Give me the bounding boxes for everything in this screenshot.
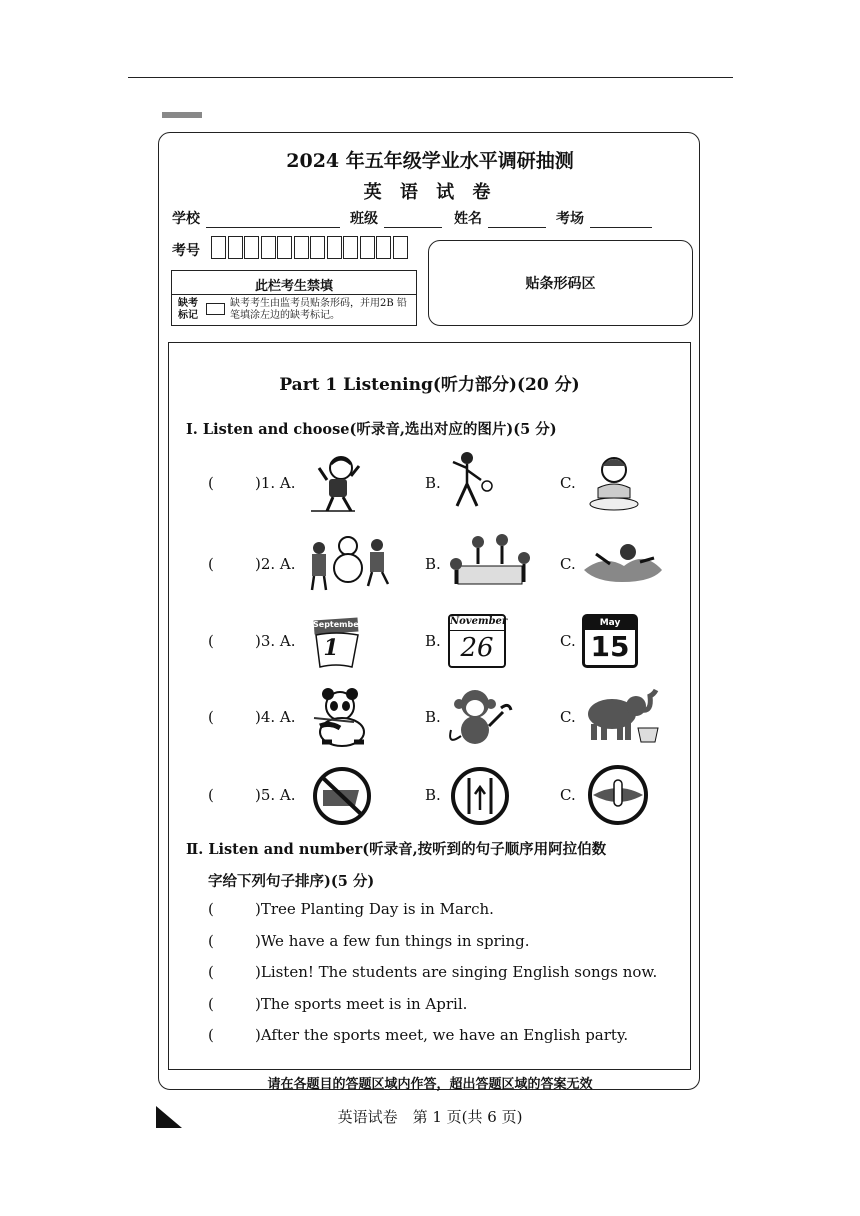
answer-paren[interactable]: ( [208,632,214,650]
answer-paren[interactable]: ( [208,994,214,1013]
calendar-day: 26 [460,633,494,663]
school-label: 学校 [172,211,200,227]
calendar-day: 15 [590,630,630,663]
answer-paren[interactable]: ( [208,931,214,950]
exam-number-box[interactable] [327,236,342,259]
one-way-sign-icon [447,766,513,826]
option-c-label: C. [560,786,576,804]
barcode-label: 贴条形码区 [525,276,596,292]
answer-paren[interactable]: ( [208,555,214,573]
option-c-label: C. [560,632,576,650]
exam-number-box[interactable] [228,236,243,259]
answer-paren[interactable]: ( [208,474,214,492]
answer-paren[interactable]: ( [208,900,214,918]
child-eating-image [588,454,640,512]
option-b-label: B. [425,632,441,650]
exam-number-label: 考号 [172,243,200,259]
sentence-item: )Tree Planting Day is in March. [255,900,494,918]
restricted-title: 此栏考生禁填 [254,279,333,294]
room-field[interactable] [590,213,652,228]
exam-number-boxes[interactable] [211,236,409,259]
corner-tab [162,112,202,118]
option-c-label: C. [560,708,576,726]
sentence-item: )Listen! The students are singing English songs now. [255,963,658,981]
class-field[interactable] [384,213,442,228]
section2-title: Ⅱ. Listen and number(听录音,按听到的句子顺序用阿拉伯数 [186,841,607,858]
question-label: )1. A. [255,474,296,492]
monkey-image [445,686,515,748]
boy-stretching-image [305,452,365,514]
answer-paren[interactable]: ( [208,963,214,981]
exam-number-box[interactable] [376,236,391,259]
restricted-box [171,270,417,326]
room-label: 考场 [556,211,584,227]
snowman-image [306,532,392,594]
option-b-label: B. [425,555,441,573]
picnic-image [444,532,536,592]
answer-paren[interactable]: ( [208,708,214,726]
calendar-month: September [313,620,363,629]
calendar-may-image [582,614,638,668]
option-c-label: C. [560,555,576,573]
school-field[interactable] [206,213,340,228]
exam-number-box[interactable] [393,236,408,259]
swimming-image [580,540,664,586]
answer-warning: 请在各题目的答题区域内作答，超出答题区域的答案无效 [267,1077,593,1092]
name-label: 姓名 [454,211,482,227]
exam-number-box[interactable] [244,236,259,259]
exam-number-box[interactable] [294,236,309,259]
option-b-label: B. [425,708,441,726]
absent-mark-label: 缺考标记 [178,298,198,321]
section2-title-cont: 字给下列句子排序)(5 分) [208,873,375,890]
exam-subtitle: 英 语 试 卷 [363,182,497,203]
calendar-day: 1 [323,635,339,661]
exam-number-box[interactable] [261,236,276,259]
absent-note: 缺考考生由监考员贴条形码，并用2B 铅笔填涂左边的缺考标记。 [230,298,407,321]
calendar-month: November [450,616,504,631]
question-label: )3. A. [255,632,296,650]
barcode-area [428,240,693,326]
absent-mark-checkbox[interactable] [206,303,225,315]
class-label: 班级 [350,211,378,227]
divider [172,294,416,295]
calendar-month: May [585,617,635,630]
quiet-sign-icon [583,764,653,826]
panda-image [310,688,372,748]
option-b-label: B. [425,474,441,492]
sentence-item: )After the sports meet, we have an English party. [255,1026,629,1044]
sentence-item: )We have a few fun things in spring. [255,931,530,950]
answer-paren[interactable]: ( [208,786,214,804]
exam-number-box[interactable] [211,236,226,259]
exam-number-box[interactable] [343,236,358,259]
top-rule [128,77,733,78]
exam-number-box[interactable] [310,236,325,259]
exam-title: 2024 年五年级学业水平调研抽测 [286,150,574,172]
section1-title: Ⅰ. Listen and choose(听录音,选出对应的图片)(5 分) [186,421,557,438]
question-label: )2. A. [255,555,296,573]
question-label: )4. A. [255,708,296,726]
answer-paren[interactable]: ( [208,1026,214,1044]
no-trampling-sign-icon [307,766,377,826]
elephant-image [582,686,662,746]
option-c-label: C. [560,474,576,492]
student-info-row [172,208,652,228]
sentence-item: )The sports meet is in April. [255,994,468,1013]
option-b-label: B. [425,786,441,804]
name-field[interactable] [488,213,546,228]
question-label: )5. A. [255,786,296,804]
calendar-november-image [448,614,506,668]
page-footer: 英语试卷 第 1 页(共 6 页) [337,1108,523,1126]
part-title: Part 1 Listening(听力部分)(20 分) [279,375,580,395]
exam-number-box[interactable] [360,236,375,259]
basketball-player-image [445,450,500,514]
calendar-september-image [311,613,361,669]
exam-number-box[interactable] [277,236,292,259]
